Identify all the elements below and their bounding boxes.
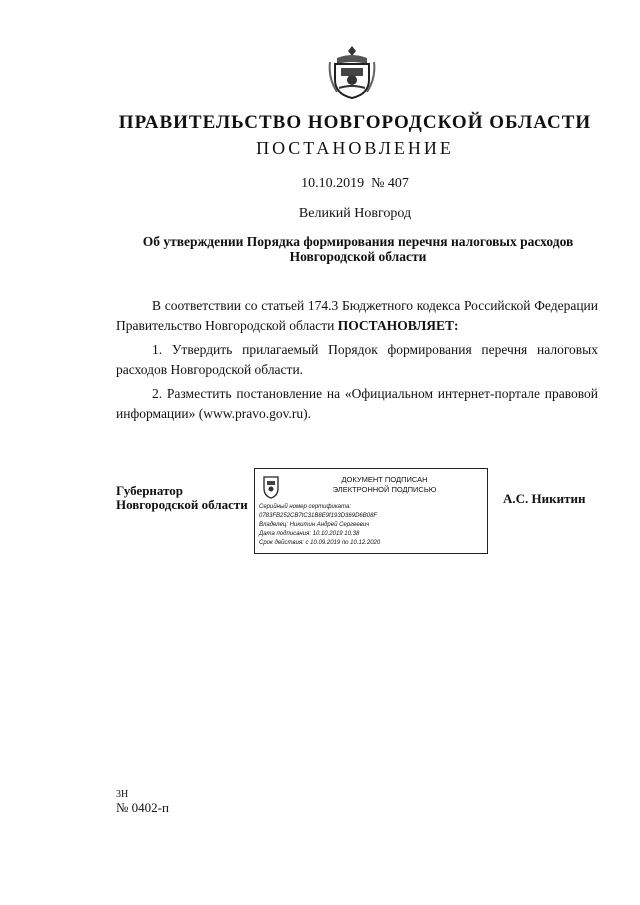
item-1: 1. Утвердить прилагаемый Порядок формирования перечня налоговых расходов Новгородской области. [116, 342, 598, 377]
stamp-details [259, 503, 380, 548]
stamp-serial-label: Серийный номер сертификата: [259, 504, 351, 510]
preamble-text: В соответствии со статьей 174.3 Бюджетного кодекса Российской Федерации Правительство Новгородской области [116, 298, 598, 333]
stamp-title-line2: ЭЛЕКТРОННОЙ ПОДПИСЬЮ [332, 485, 437, 494]
document-body [116, 296, 598, 428]
document-date: 10.10.2019 [301, 176, 365, 191]
stamp-emblem-icon [260, 473, 282, 499]
stamp-validity: Срок действия: с 10.09.2019 по 10.12.2020 [259, 540, 381, 546]
stamp-signed-date: Дата подписания: 10.10.2019 10.38 [259, 531, 360, 537]
signer-position [116, 484, 248, 512]
stamp-title [287, 475, 482, 495]
item-2: 2. Разместить постановление на «Официальном интернет-портале правовой информации» (www.pravo.gov.ru). [116, 386, 598, 421]
resolves-keyword: ПОСТАНОВЛЯЕТ: [337, 318, 459, 333]
footer [116, 790, 169, 816]
organization-name: ПРАВИТЕЛЬСТВО НОВГОРОДСКОЙ ОБЛАСТИ [118, 112, 592, 133]
executor-initials: 3Н [116, 789, 129, 800]
stamp-owner: Владелец: Никитин Андрей Сергеевич [259, 522, 370, 528]
electronic-signature-stamp [254, 468, 488, 554]
stamp-serial-value: 0783FB252CB7tC31B8E9f193D369D6B08F [259, 513, 378, 519]
city: Великий Новгород [298, 206, 412, 221]
date-number-line [0, 176, 640, 192]
registration-number: № 0402-п [116, 800, 169, 815]
signer-position-line1: Губернатор [116, 483, 184, 498]
signer-name: А.С. Никитин [503, 491, 586, 506]
number-sign: № [371, 176, 385, 191]
stamp-title-line1: ДОКУМЕНТ ПОДПИСАН [341, 475, 428, 484]
document-subject: Об утверждении Порядка формирования перечня налоговых расходов Новгородской области [142, 234, 574, 264]
signer-position-line2: Новгородской области [116, 497, 248, 512]
document-type: ПОСТАНОВЛЕНИЕ [256, 138, 454, 158]
coat-of-arms-icon [327, 44, 377, 100]
document-number: 407 [387, 176, 409, 191]
preamble-paragraph [116, 296, 598, 336]
